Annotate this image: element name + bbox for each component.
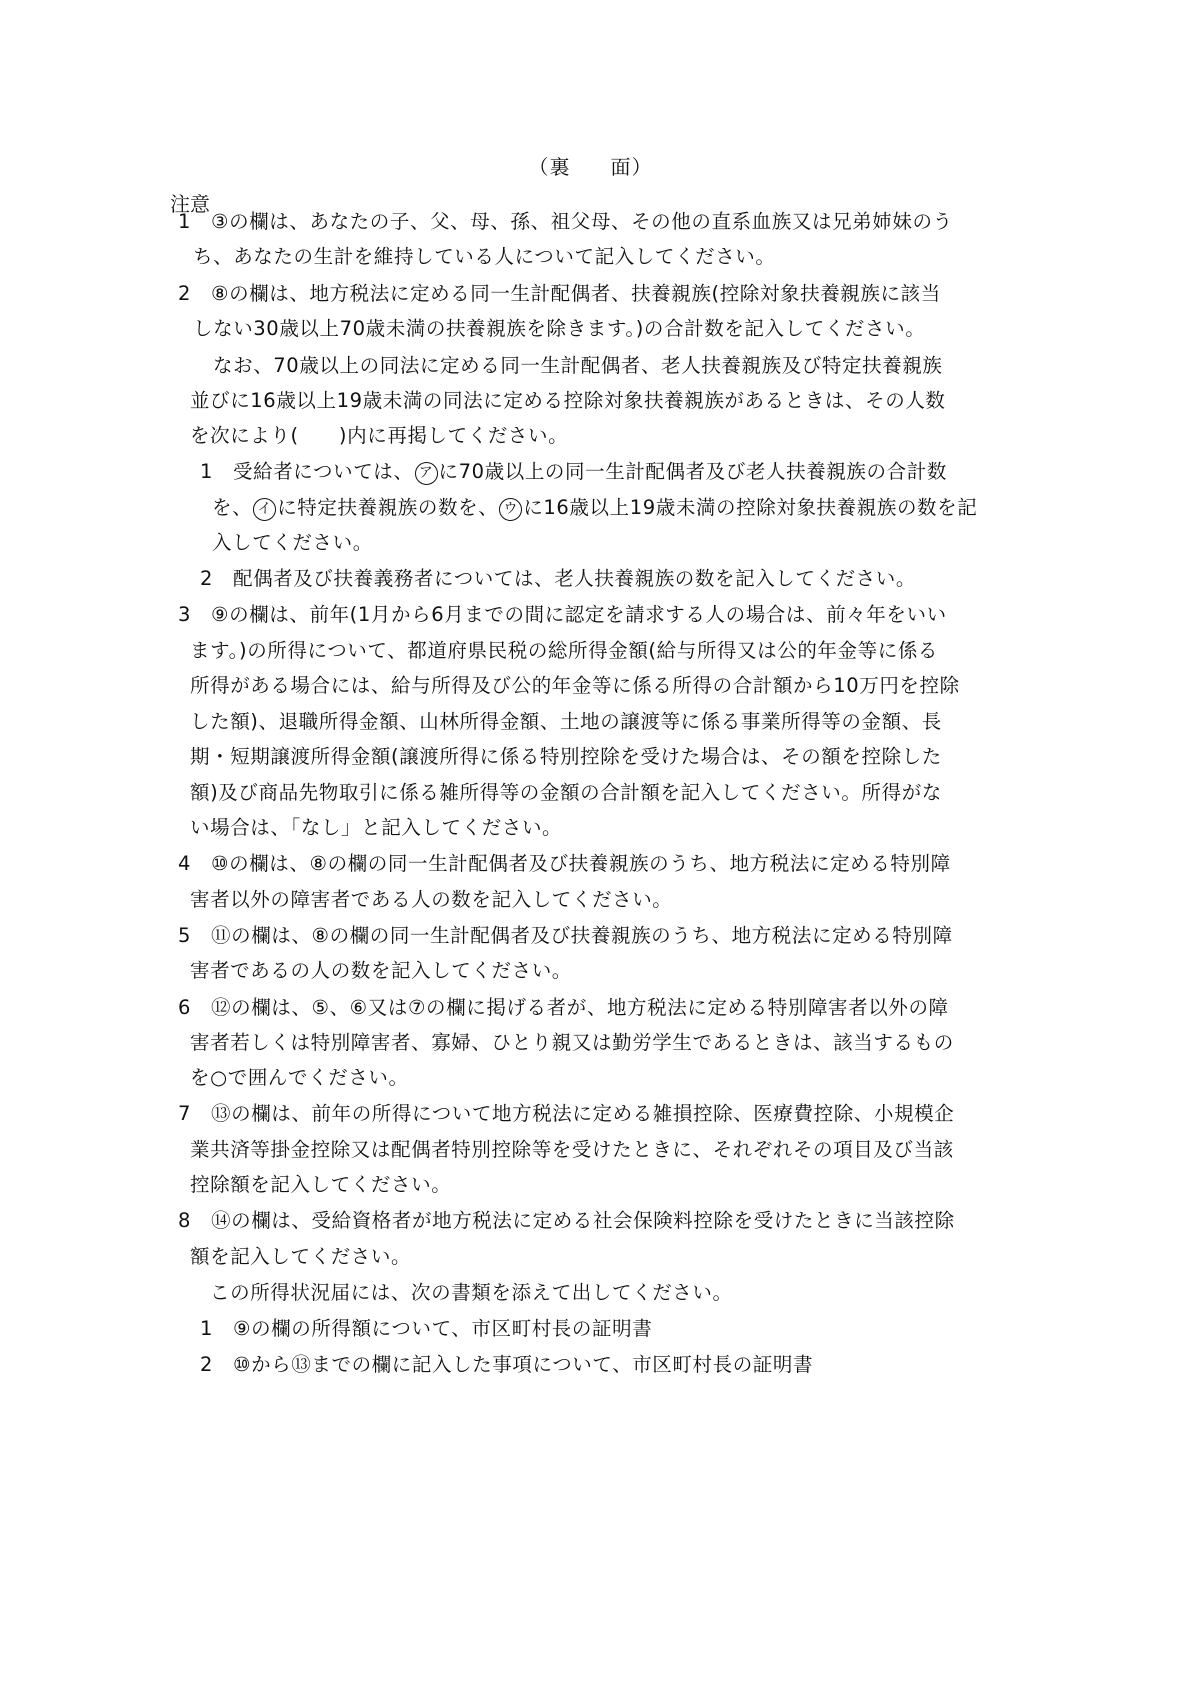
note-5-line-1: 5 ⑪の欄は、⑧の欄の同一生計配偶者及び扶養親族のうち、地方税法に定める特別障 bbox=[178, 924, 953, 947]
note-2-sub-1-line-3: 入してください。 bbox=[212, 531, 373, 554]
note-3-line-3: 所得がある場合には、給与所得及び公的年金等に係る所得の合計額から10万円を控除 bbox=[190, 674, 960, 697]
note-8-line-2: 額を記入してください。 bbox=[190, 1245, 412, 1268]
note-4-line-2: 害者以外の障害者である人の数を記入してください。 bbox=[190, 888, 673, 911]
note-6-line-2: 害者若しくは特別障害者、寡婦、ひとり親又は勤労学生であるときは、該当するもの bbox=[190, 1031, 954, 1054]
attachment-item-1: 1 ⑨の欄の所得額について、市区町村長の証明書 bbox=[200, 1317, 653, 1340]
note-3-line-7: い場合は、「なし」と記入してください。 bbox=[190, 816, 563, 839]
note-3-line-4: した額)、退職所得金額、山林所得金額、土地の譲渡等に係る事業所得等の金額、長 bbox=[190, 710, 942, 733]
note-2-sub-2-line-1: 2 配偶者及び扶養義務者については、老人扶養親族の数を記入してください。 bbox=[200, 567, 917, 590]
title-right: 面） bbox=[610, 155, 653, 179]
note-3-line-1: 3 ⑨の欄は、前年(1月から6月までの間に認定を請求する人の場合は、前々年をいい bbox=[178, 603, 947, 626]
circled-u-marker: ウ bbox=[499, 498, 522, 521]
notes-heading: 注意 bbox=[170, 192, 210, 216]
note-8-line-1: 8 ⑭の欄は、受給資格者が地方税法に定める社会保険料控除を受けたときに当該控除 bbox=[178, 1209, 955, 1232]
note-3-line-5: 期・短期譲渡所得金額(譲渡所得に係る特別控除を受けた場合は、その額を控除した bbox=[190, 745, 942, 768]
note-2-sub-1-line-1: 1 受給者については、 ア に70歳以上の同一生計配偶者及び老人扶養親族の合計数 bbox=[200, 460, 947, 483]
note-7-line-1: 7 ⑬の欄は、前年の所得について地方税法に定める雑損控除、医療費控除、小規模企 bbox=[178, 1102, 955, 1125]
note-2-sub-1-line-2: を、 イ に特定扶養親族の数を、 ウ に16歳以上19歳未満の控除対象扶養親族の数を記 bbox=[212, 496, 978, 519]
circled-a-marker: ア bbox=[415, 462, 438, 485]
page-title bbox=[0, 151, 1181, 180]
title-left: （裏 bbox=[528, 155, 571, 179]
note-2-line-1: 2 ⑧の欄は、地方税法に定める同一生計配偶者、扶養親族(控除対象扶養親族に該当 bbox=[178, 282, 941, 305]
note-2-line-4: 並びに16歳以上19歳未満の同法に定める控除対象扶養親族があるときは、その人数 bbox=[190, 389, 946, 412]
note-5-line-2: 害者であるの人の数を記入してください。 bbox=[190, 959, 572, 982]
note-2-line-2: しない30歳以上70歳未満の扶養親族を除きます。)の合計数を記入してください。 bbox=[193, 317, 926, 340]
note-7-line-3: 控除額を記入してください。 bbox=[190, 1173, 452, 1196]
note-4-line-1: 4 ⑩の欄は、⑧の欄の同一生計配偶者及び扶養親族のうち、地方税法に定める特別障 bbox=[178, 852, 951, 875]
note-2-line-3: なお、70歳以上の同法に定める同一生計配偶者、老人扶養親族及び特定扶養親族 bbox=[213, 354, 943, 377]
note-6-line-3: を○で囲んでください。 bbox=[190, 1066, 409, 1089]
circled-i-marker: イ bbox=[253, 498, 276, 521]
note-3-line-6: 額)及び商品先物取引に係る雑所得等の金額の合計額を記入してください。所得がな bbox=[190, 781, 942, 804]
note-1-line-2: ち、あなたの生計を維持している人について記入してください。 bbox=[193, 245, 776, 268]
note-6-line-1: 6 ⑫の欄は、⑤、⑥又は⑦の欄に掲げる者が、地方税法に定める特別障害者以外の障 bbox=[178, 996, 949, 1019]
note-3-line-2: ます。)の所得について、都道府県民税の総所得金額(給与所得又は公的年金等に係る bbox=[190, 639, 939, 662]
note-2-line-5: を次により( )内に再掲してください。 bbox=[190, 424, 569, 447]
note-7-line-2: 業共済等掛金控除又は配偶者特別控除等を受けたときに、それぞれその項目及び当該 bbox=[190, 1138, 954, 1161]
attachment-item-2: 2 ⑩から⑬までの欄に記入した事項について、市区町村長の証明書 bbox=[200, 1353, 814, 1376]
attachments-intro: この所得状況届には、次の書類を添えて出してください。 bbox=[210, 1281, 733, 1304]
note-1-line-1: 1 ③の欄は、あなたの子、父、母、孫、祖父母、その他の直系血族又は兄弟姉妹のう bbox=[178, 210, 953, 233]
